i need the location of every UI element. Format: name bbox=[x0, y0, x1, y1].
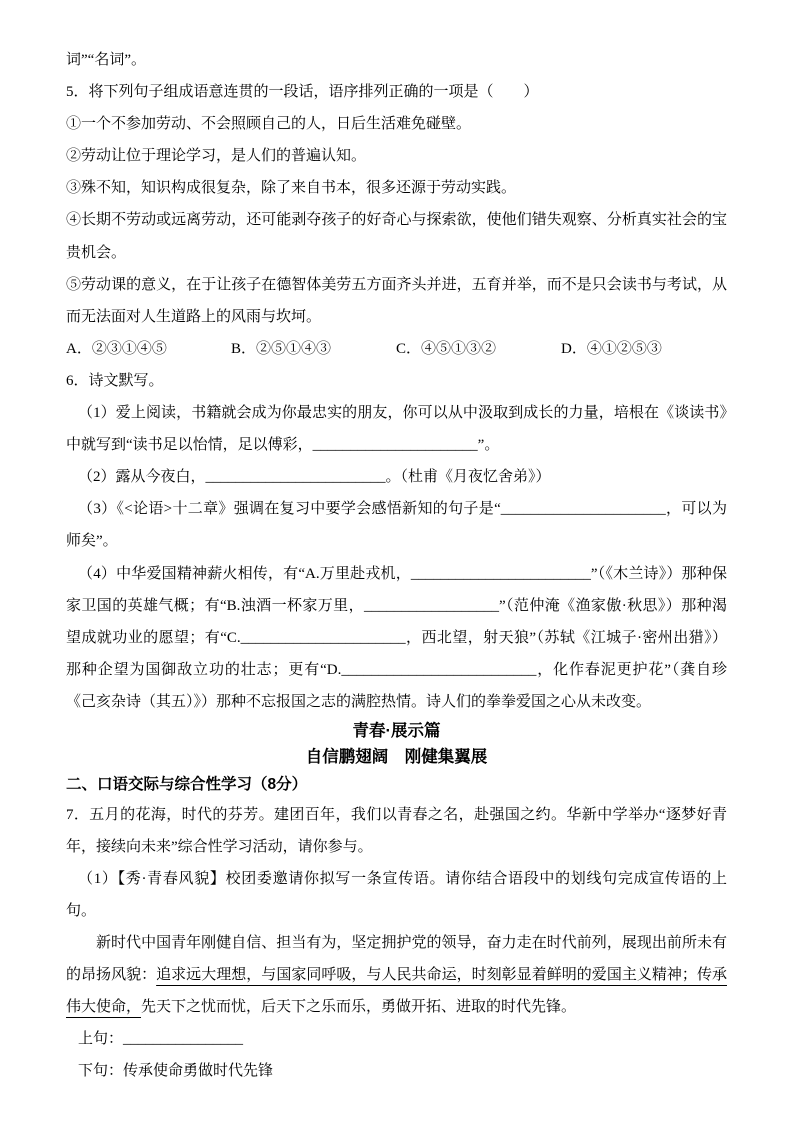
q7-upper-sentence-line bbox=[66, 1023, 727, 1055]
section-title: 青春·展示篇 bbox=[352, 721, 441, 740]
q7-lower-sentence-line: 下句：传承使命勇做时代先锋 bbox=[78, 1063, 274, 1080]
q5-sentence-3: ③殊不知，知识构成很复杂，除了来自书本，很多还源于劳动实践。 bbox=[66, 180, 517, 197]
q5-sentence-4: ④长期不劳动或远离劳动，还可能剥夺孩子的好奇心与探索欲，使他们错失观察、分析真实社会的宝贵机会。 bbox=[66, 212, 727, 261]
q7-passage bbox=[66, 927, 727, 1023]
section-two-heading: 二、口语交际与综合性学习（8分） bbox=[66, 775, 308, 793]
q5-option-d: D．④①②⑤③ bbox=[561, 340, 662, 357]
q6-stem: 6．诗文默写。 bbox=[66, 372, 164, 389]
q5-option-c: C．④⑤①③② bbox=[396, 340, 497, 357]
q5-option-b: B．②⑤①④③ bbox=[231, 340, 332, 357]
q7-upper-blank: ________________ bbox=[123, 1031, 244, 1048]
q6-item-3: （3）《<论语>十二章》强调在复习中要学会感悟新知的句子是“______________________，可以为师矣”。 bbox=[66, 501, 727, 550]
q5-option-a: A．②③①④⑤ bbox=[66, 340, 167, 357]
q7-passage-post: 先天下之忧而忧，后天下之乐而乐，勇做开拓、进取的时代先锋。 bbox=[141, 999, 577, 1016]
carryover-text: 词”“名词”。 bbox=[66, 52, 146, 68]
section-subtitle: 自信鹏翅阔 刚健集翼展 bbox=[305, 748, 488, 767]
q5-options-row bbox=[66, 333, 727, 365]
q5-sentence-5: ⑤劳动课的意义，在于让孩子在德智体美劳五方面齐头并进，五育并举，而不是只会读书与考试，从而无法面对人生道路上的风雨与坎坷。 bbox=[66, 276, 727, 325]
q6-item-4: （4）中华爱国精神薪火相传，有“A.万里赴戎机，________________________”（《木兰诗》）那种保家卫国的英雄气概；有“B.浊酒一杯家万里，__________________”（范仲淹《渔家傲·秋思》）那种渴望成就功业的愿望；有“C.______________________，西北望，射天狼”（苏轼《江城子·密州出猎》）那种企望为国御敌立功的壮志；更有“D.__________________________，化作春泥更护花”（龚自珍《己亥杂诗（其五）》）那种不忘报国之志的满腔热情。诗人们的拳拳爱国之心从未改变。 bbox=[66, 565, 727, 710]
q6-item-1: （1）爱上阅读，书籍就会成为你最忠实的朋友，你可以从中汲取到成长的力量，培根在《谈读书》中就写到“读书足以怡情，足以傅彩，______________________”。 bbox=[66, 405, 727, 454]
q7-passage-pre: 新时代中国青年刚健自信、担当有为，坚定拥护党的领导，奋力走在时代前列，展现出前所未有的昂扬风貌： bbox=[66, 935, 727, 984]
q6-item-2: （2）露从今夜白，________________________。（杜甫《月夜忆舍弟》） bbox=[78, 469, 551, 486]
q5-stem: 5．将下列句子组成语意连贯的一段话，语序排列正确的一项是（ ） bbox=[66, 84, 539, 101]
q7-upper-label: 上句： bbox=[78, 1031, 124, 1048]
q7-stem: 7．五月的花海，时代的芬芳。建团百年，我们以青春之名，赴强国之约。华新中学举办“逐梦好青年，接续向未来”综合性学习活动，请你参与。 bbox=[66, 806, 727, 855]
q5-sentence-2: ②劳动让位于理论学习，是人们的普遍认知。 bbox=[66, 148, 367, 165]
q5-sentence-1: ①一个不参加劳动、不会照顾自己的人，日后生活难免碰壁。 bbox=[66, 116, 472, 133]
q7-passage-underlined-text: 追求远大理想，与国家同呼吸，与人民共命运，时刻彰显着鲜明的爱国主义精神；传承伟大使命， bbox=[66, 967, 727, 1016]
q7-part1-label: （1）【秀·青春风貌】校团委邀请你拟写一条宣传语。请你结合语段中的划线句完成宣传语的上句。 bbox=[66, 870, 727, 919]
